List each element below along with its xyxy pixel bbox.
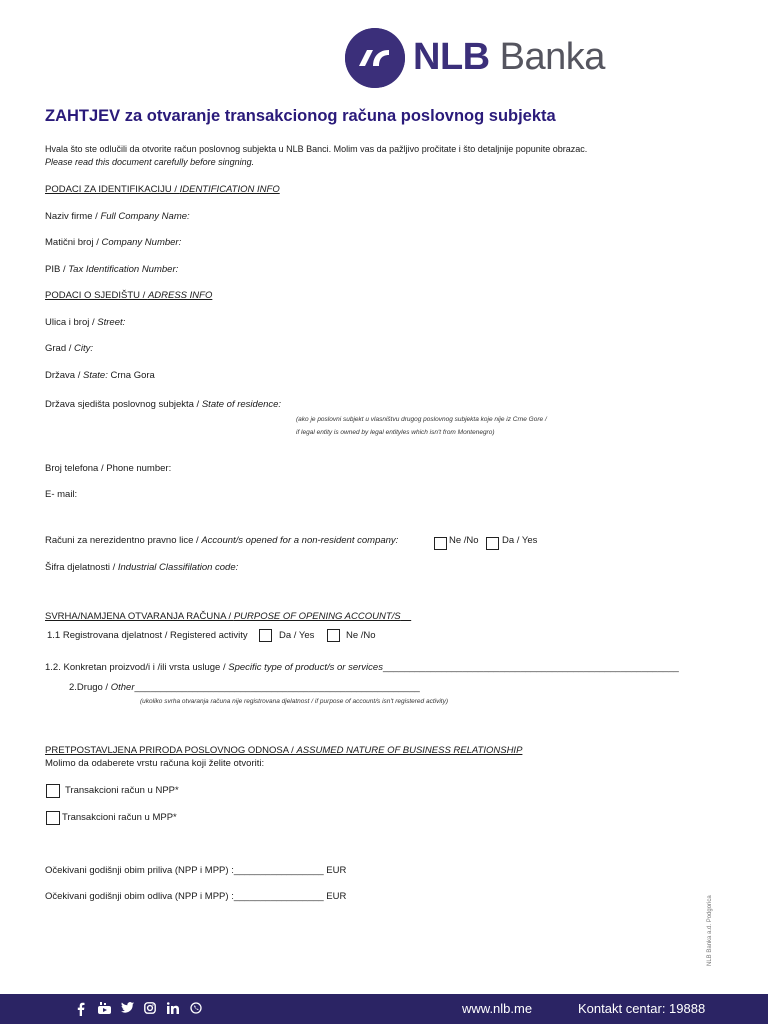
state-label: Država / State: Crna Gora [45, 370, 155, 381]
nonresident-yes-checkbox[interactable] [486, 537, 499, 550]
social-icons [74, 1002, 203, 1019]
nonresident-yes-label: Da / Yes [502, 535, 538, 546]
linkedin-icon[interactable] [166, 1002, 180, 1019]
website-link[interactable]: www.nlb.me [462, 1001, 533, 1016]
residence-note-en: if legal entity is owned by legal entityles which isn't from Montenegro) [296, 429, 495, 436]
nlb-logo [345, 28, 605, 90]
account-mpp-checkbox[interactable] [46, 811, 60, 825]
residence-label: Država sjedišta poslovnog subjekta / State of residence: [45, 399, 282, 410]
relationship-subtitle: Molimo da odaberete vrstu računa koji želite otvoriti: [45, 758, 265, 769]
registered-activity-yes-checkbox[interactable] [259, 629, 272, 642]
youtube-icon[interactable] [97, 1002, 111, 1019]
facebook-icon[interactable] [74, 1002, 88, 1019]
registered-activity-no-label: Ne /No [346, 630, 376, 641]
intro-line-en: Please read this document carefully before singning. [45, 157, 255, 167]
other-purpose-note: (ukoliko svrha otvaranja računa nije registrovana djelatnost / if purpose of account/s isn't registered activity) [140, 698, 448, 705]
account-mpp-label: Transakcioni račun u MPP* [62, 812, 177, 823]
logo-mark-icon [345, 28, 405, 88]
logo-text-bold: NLB [413, 36, 490, 78]
outflow-label: Očekivani godišnji obim odliva (NPP i MPP) :_________________ EUR [45, 891, 347, 902]
relationship-heading: PRETPOSTAVLJENA PRIRODA POSLOVNOG ODNOSA / ASSUMED NATURE OF BUSINESS RELATIONSHIP [45, 745, 523, 756]
street-label: Ulica i broj / Street: [45, 317, 126, 328]
twitter-icon[interactable] [120, 1002, 134, 1019]
company-number-label: Matični broj / Company Number: [45, 237, 182, 248]
side-company-text: NLB Banka a.d. Podgorica [707, 895, 713, 966]
activity-code-label: Šifra djelatnosti / Industrial Classifilation code: [45, 562, 239, 573]
viber-icon[interactable] [189, 1002, 203, 1019]
residence-note: (ako je poslovni subjekt u vlasništvu drugog poslovnog subjekta koje nije iz Crne Gore / [296, 416, 547, 423]
tax-number-label: PIB / Tax Identification Number: [45, 264, 179, 275]
intro-line: Hvala što ste odlučili da otvorite račun poslovnog subjekta u NLB Banci. Molim vas da pažljivo pročitate i što detaljnije popunite obrazac. [45, 144, 588, 154]
registered-activity-yes-label: Da / Yes [279, 630, 315, 641]
account-npp-checkbox[interactable] [46, 784, 60, 798]
account-npp-label: Transakcioni račun u NPP* [65, 785, 179, 796]
address-heading: PODACI O SJEDIŠTU / ADRESS INFO [45, 290, 213, 301]
registered-activity-no-checkbox[interactable] [327, 629, 340, 642]
email-label: E- mail: [45, 489, 78, 500]
inflow-label: Očekivani godišnji obim priliva (NPP i MPP) :_________________ EUR [45, 865, 347, 876]
nonresident-label: Računi za nerezidentno pravno lice / Account/s opened for a non-resident company: [45, 535, 399, 546]
company-name-label: Naziv firme / Full Company Name: [45, 211, 190, 222]
document-title: ZAHTJEV za otvaranje transakcionog računa poslovnog subjekta [45, 107, 556, 125]
other-purpose-label: 2.Drugo / Other______________________________________________________ [69, 682, 420, 693]
instagram-icon[interactable] [143, 1002, 157, 1019]
identification-heading: PODACI ZA IDENTIFIKACIJU / IDENTIFICATION INFO [45, 184, 280, 195]
purpose-heading: SVRHA/NAMJENA OTVARANJA RAČUNA / PURPOSE OF OPENING ACCOUNT/S [45, 611, 401, 622]
contact-center: Kontakt centar: 19888 [578, 1001, 706, 1016]
nonresident-no-label: Ne /No [449, 535, 479, 546]
nonresident-no-checkbox[interactable] [434, 537, 447, 550]
phone-label: Broj telefona / Phone number: [45, 463, 172, 474]
specific-product-label: 1.2. Konkretan proizvod/i i /ili vrsta usluge / Specific type of product/s or services________________________________________________________ [45, 662, 679, 673]
registered-activity-label: 1.1 Registrovana djelatnost / Registered activity [47, 630, 248, 641]
logo-text-regular: Banka [499, 36, 605, 78]
city-label: Grad / City: [45, 343, 94, 354]
logo-wordmark [413, 36, 605, 79]
